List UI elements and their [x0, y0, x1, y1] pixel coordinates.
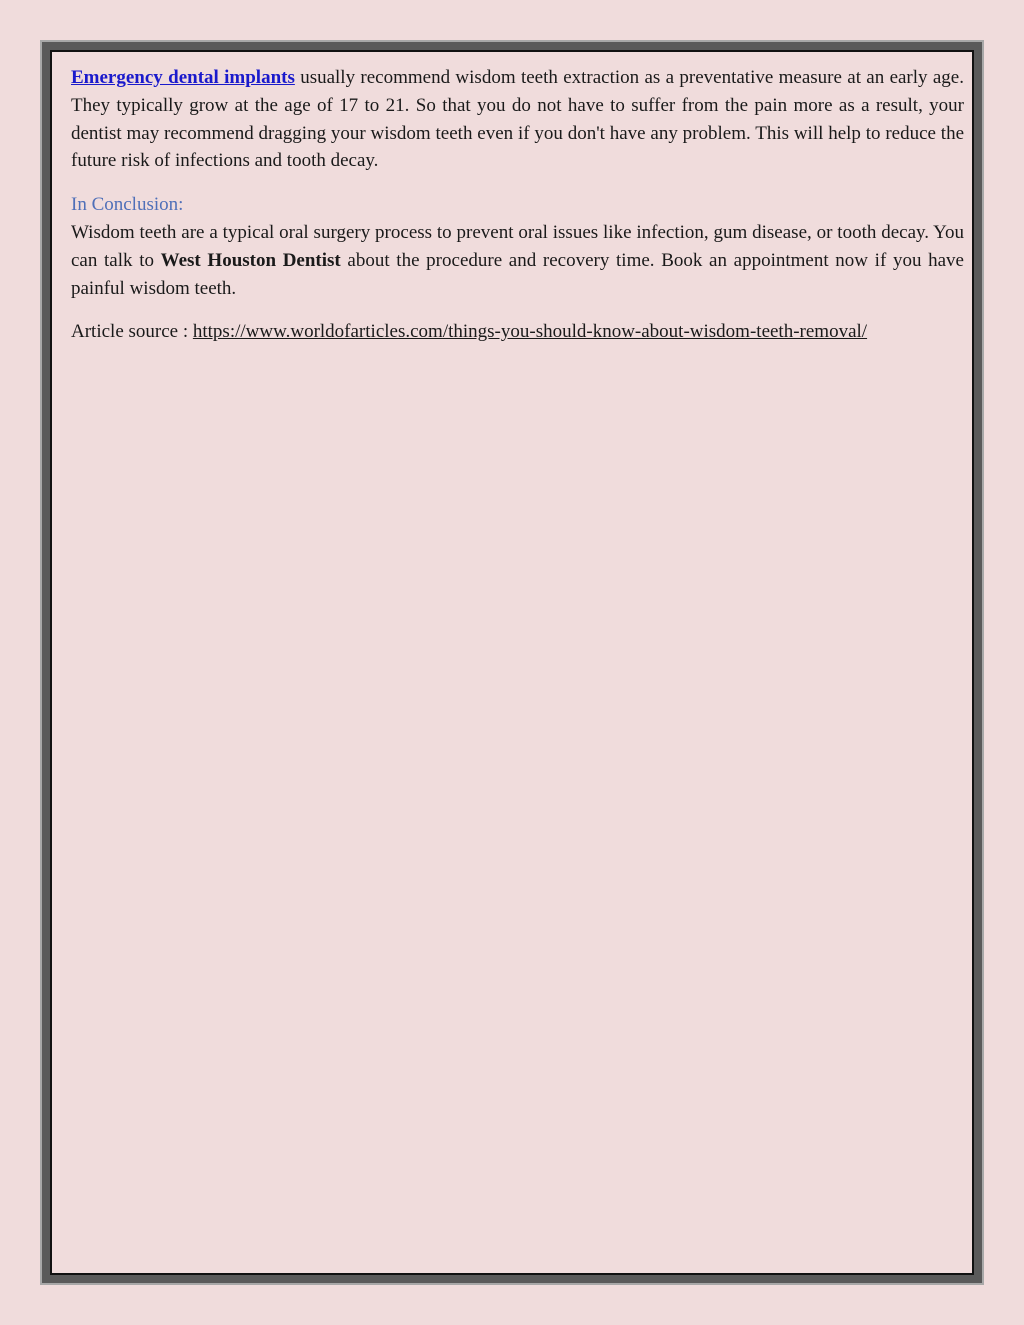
- article-source-label: Article source :: [71, 321, 193, 343]
- intro-text: usually recommend wisdom teeth extraction as a preventative measure at an early age. They typically grow at the age of 17 to 21. So that you do not have to suffer from the pain more as a result, your dentist may recommend dragging your wisdom teeth even if you don't have any problem. This will help to reduce the future risk of infections and tooth decay.: [71, 67, 964, 172]
- intro-paragraph: [71, 64, 964, 175]
- article-source-link[interactable]: https://www.worldofarticles.com/things-you-should-know-about-wisdom-teeth-removal/: [192, 321, 868, 343]
- page-frame-outer: [40, 40, 984, 1285]
- article-source: [71, 318, 964, 346]
- conclusion-heading: In Conclusion:: [71, 194, 184, 216]
- west-houston-dentist-text: West Houston Dentist: [160, 249, 341, 271]
- conclusion-text-before: Wisdom teeth are a typical oral surgery process to prevent oral issues like infection, gum disease, or tooth decay. You can talk to: [71, 221, 964, 271]
- conclusion-text-after: about the procedure and recovery time. Book an appointment now if you have painful wisdom teeth.: [71, 249, 964, 299]
- emergency-dental-implants-link[interactable]: Emergency dental implants: [71, 67, 295, 88]
- conclusion-paragraph: [71, 219, 964, 302]
- page-frame-inner: [50, 50, 974, 1275]
- article-content: [71, 64, 964, 346]
